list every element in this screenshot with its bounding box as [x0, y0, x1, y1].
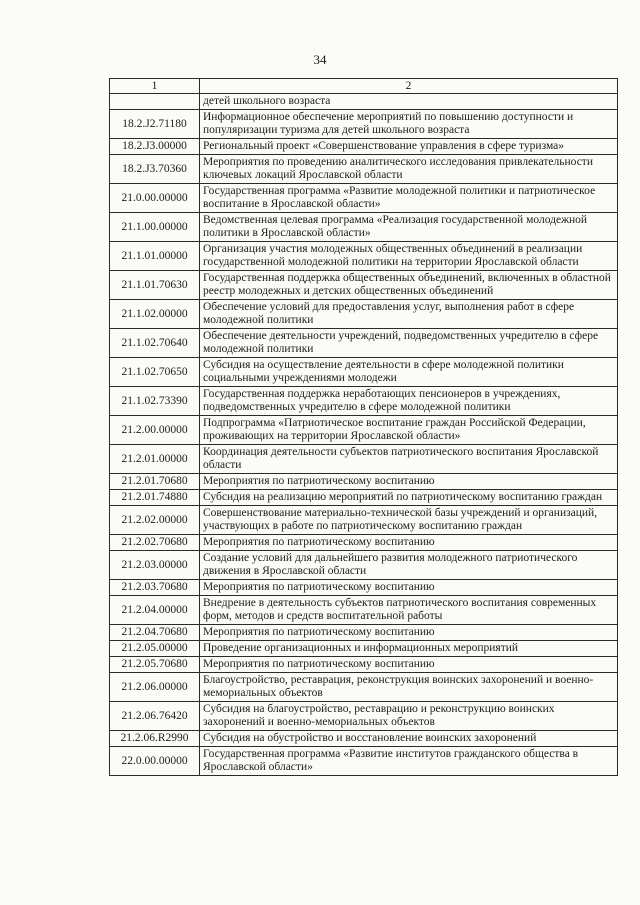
column-header-code: 1: [110, 79, 200, 94]
row-name-cell: Проведение организационных и информационных мероприятий: [200, 641, 618, 657]
row-code-cell: 21.2.03.00000: [110, 551, 200, 580]
row-name-cell: Государственная программа «Развитие молодежной политики и патриотическое воспитание в Ярославской области»: [200, 184, 618, 213]
table-row: [110, 506, 618, 535]
table-row: [110, 110, 618, 139]
table-row: [110, 551, 618, 580]
table-row: [110, 387, 618, 416]
row-code-cell: 18.2.J3.70360: [110, 155, 200, 184]
table-row: [110, 184, 618, 213]
row-name-cell: Субсидия на благоустройство, реставрацию и реконструкцию воинских захоронений и военно-мемориальных объектов: [200, 702, 618, 731]
row-name-cell: Подпрограмма «Патриотическое воспитание граждан Российской Федерации, проживающих на территории Ярославской области»: [200, 416, 618, 445]
row-code-cell: 18.2.J2.71180: [110, 110, 200, 139]
table-row: [110, 213, 618, 242]
row-code-cell: 21.2.05.70680: [110, 657, 200, 673]
page-number: 34: [313, 52, 327, 67]
row-code-cell: 21.1.01.70630: [110, 271, 200, 300]
row-code-cell: 21.2.03.70680: [110, 580, 200, 596]
table-row: [110, 445, 618, 474]
row-code-cell: 21.2.02.00000: [110, 506, 200, 535]
row-code-cell: 21.1.02.00000: [110, 300, 200, 329]
row-name-cell: Субсидия на обустройство и восстановление воинских захоронений: [200, 731, 618, 747]
row-code-cell: 21.2.06.R2990: [110, 731, 200, 747]
row-name-cell: Субсидия на реализацию мероприятий по патриотическому воспитанию граждан: [200, 490, 618, 506]
row-name-cell: Внедрение в деятельность субъектов патриотического воспитания современных форм, методов и средств воспитательной работы: [200, 596, 618, 625]
column-header-name: 2: [200, 79, 618, 94]
budget-classification-table: [109, 78, 618, 776]
row-name-cell: Государственная поддержка неработающих пенсионеров в учреждениях, подведомственных учредителю в сфере молодежной политики: [200, 387, 618, 416]
row-code-cell: 21.2.05.00000: [110, 641, 200, 657]
row-name-cell: Мероприятия по патриотическому воспитанию: [200, 535, 618, 551]
row-name-cell: Создание условий для дальнейшего развития молодежного патриотического движения в Ярославской области: [200, 551, 618, 580]
row-name-cell: Государственная программа «Развитие институтов гражданского общества в Ярославской области»: [200, 747, 618, 776]
table-row: [110, 271, 618, 300]
table-row: [110, 702, 618, 731]
row-code-cell: 21.1.02.70650: [110, 358, 200, 387]
row-name-cell: Субсидия на осуществление деятельности в сфере молодежной политики социальными учреждениями молодежи: [200, 358, 618, 387]
table-row: [110, 94, 618, 110]
table-row: [110, 474, 618, 490]
row-code-cell: 21.2.06.76420: [110, 702, 200, 731]
table-row: [110, 673, 618, 702]
row-name-cell: Координация деятельности субъектов патриотического воспитания Ярославской области: [200, 445, 618, 474]
table-body: [110, 94, 618, 776]
row-code-cell: 21.0.00.00000: [110, 184, 200, 213]
row-code-cell: 21.2.01.70680: [110, 474, 200, 490]
table-row: [110, 300, 618, 329]
table-row: [110, 747, 618, 776]
row-name-cell: Мероприятия по патриотическому воспитанию: [200, 580, 618, 596]
table-row: [110, 657, 618, 673]
row-name-cell: Государственная поддержка общественных объединений, включенных в областной реестр молодежных и детских общественных объединений: [200, 271, 618, 300]
row-name-cell: Мероприятия по патриотическому воспитанию: [200, 625, 618, 641]
row-name-cell: Мероприятия по патриотическому воспитанию: [200, 657, 618, 673]
table-row: [110, 625, 618, 641]
row-code-cell: 21.1.02.73390: [110, 387, 200, 416]
table-row: [110, 155, 618, 184]
table-row: [110, 416, 618, 445]
table-row: [110, 358, 618, 387]
table-row: [110, 535, 618, 551]
table-row: [110, 731, 618, 747]
table-row: [110, 596, 618, 625]
table-row: [110, 329, 618, 358]
row-name-cell: Региональный проект «Совершенствование управления в сфере туризма»: [200, 139, 618, 155]
table-row: [110, 580, 618, 596]
table-row: [110, 490, 618, 506]
row-code-cell: 21.2.04.00000: [110, 596, 200, 625]
row-code-cell: 21.2.06.00000: [110, 673, 200, 702]
row-code-cell: 18.2.J3.00000: [110, 139, 200, 155]
row-code-cell: 21.2.00.00000: [110, 416, 200, 445]
row-name-cell: Ведомственная целевая программа «Реализация государственной молодежной политики в Ярославской области»: [200, 213, 618, 242]
row-code-cell: 22.0.00.00000: [110, 747, 200, 776]
row-code-cell: 21.2.01.00000: [110, 445, 200, 474]
row-name-cell: Организация участия молодежных общественных объединений в реализации государственной молодежной политики на территории Ярославской области: [200, 242, 618, 271]
row-code-cell: 21.2.01.74880: [110, 490, 200, 506]
table-header-row: [110, 79, 618, 94]
row-name-cell: Совершенствование материально-технической базы учреждений и организаций, участвующих в работе по патриотическому воспитанию граждан: [200, 506, 618, 535]
row-name-cell: Мероприятия по проведению аналитического исследования привлекательности ключевых локаций Ярославской области: [200, 155, 618, 184]
row-name-cell: Обеспечение деятельности учреждений, подведомственных учредителю в сфере молодежной политики: [200, 329, 618, 358]
row-code-cell: 21.2.02.70680: [110, 535, 200, 551]
row-name-cell: Благоустройство, реставрация, реконструкция воинских захоронений и военно-мемориальных объектов: [200, 673, 618, 702]
row-code-cell: [110, 94, 200, 110]
row-code-cell: 21.1.00.00000: [110, 213, 200, 242]
table-row: [110, 641, 618, 657]
row-name-cell: Обеспечение условий для предоставления услуг, выполнения работ в сфере молодежной политики: [200, 300, 618, 329]
table-row: [110, 242, 618, 271]
row-name-cell: детей школьного возраста: [200, 94, 618, 110]
row-name-cell: Мероприятия по патриотическому воспитанию: [200, 474, 618, 490]
table-row: [110, 139, 618, 155]
row-code-cell: 21.2.04.70680: [110, 625, 200, 641]
row-name-cell: Информационное обеспечение мероприятий по повышению доступности и популяризации туризма для детей школьного возраста: [200, 110, 618, 139]
row-code-cell: 21.1.02.70640: [110, 329, 200, 358]
row-code-cell: 21.1.01.00000: [110, 242, 200, 271]
